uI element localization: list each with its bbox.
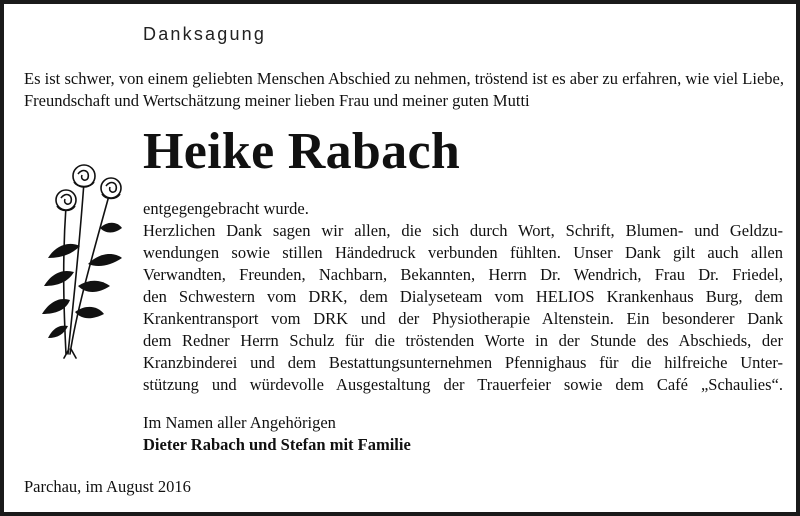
thanks-line: Kranzbinderei und dem Bestattungsunternehmen Pfennighaus für die hilfreiche Unter- xyxy=(143,353,783,372)
roses-icon xyxy=(28,154,128,359)
notice-heading: Danksagung xyxy=(143,24,267,44)
thanks-line: Verwandten, Freunden, Nachbarn, Bekannten, Herrn Dr. Wendrich, Frau Dr. Friedel, xyxy=(143,265,783,284)
signoff xyxy=(143,412,411,456)
signoff-intro: Im Namen aller Angehörigen xyxy=(143,413,336,432)
deceased-name: Heike Rabach xyxy=(143,123,461,180)
place-date: Parchau, im August 2016 xyxy=(24,477,191,496)
intro-text: Es ist schwer, von einem geliebten Menschen Abschied zu nehmen, tröstend ist es aber zu erfahren, wie viel Liebe, Freundschaft und Wertschätzung meiner lieben Frau und meiner guten Mutti xyxy=(24,69,784,110)
thanks-text xyxy=(143,198,783,396)
thanks-line: den Schwestern vom DRK, dem Dialyseteam vom HELIOS Krankenhaus Burg, dem xyxy=(143,287,783,306)
thanks-line: dem Redner Herrn Schulz für die tröstenden Worte in der Stunde des Abschieds, der xyxy=(143,331,783,350)
thanks-line: Krankentransport vom DRK und der Physiotherapie Altenstein. Ein besonderer Dank xyxy=(143,309,783,328)
thanks-line: Herzlichen Dank sagen wir allen, die sich durch Wort, Schrift, Blumen- und Geldzu- xyxy=(143,221,783,240)
thanks-line: stützung und würdevolle Ausgestaltung der Trauerfeier sowie dem Café „Schaulies“. xyxy=(143,375,783,394)
signoff-names: Dieter Rabach und Stefan mit Familie xyxy=(143,435,411,454)
thanks-line: wendungen sowie stillen Händedruck verbunden fühlten. Unser Dank gilt auch allen xyxy=(143,243,783,262)
thanks-line: entgegengebracht wurde. xyxy=(143,199,309,218)
